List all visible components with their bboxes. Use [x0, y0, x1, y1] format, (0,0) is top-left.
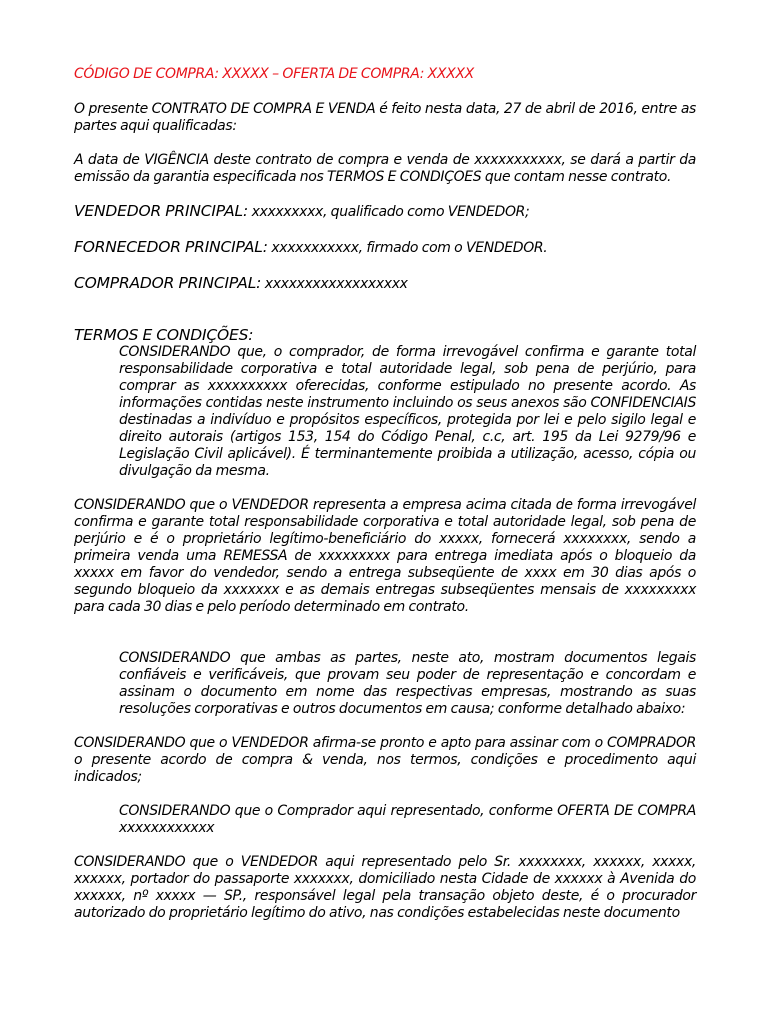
clause-5: CONSIDERANDO que o Comprador aqui representado, conforme OFERTA DE COMPRA xxxxxxxxxxxx	[119, 803, 696, 836]
party-seller	[74, 203, 696, 221]
clause-1: CONSIDERANDO que, o comprador, de forma irrevogável confirma e garante total responsabilidade corporativa e total autoridade legal, sob pena de perjúrio, para comprar as xxxxxxxxxx oferecidas, conforme estipulado no presente acordo. As informações contidas neste instrumento incluindo os seus anexos são CONFIDENCIAIS destinadas a indivíduo e propósitos específicos, protegida por lei e pelo sigilo legal e direito autorais (artigos 153, 154 do Código Penal, c.c, art. 195 da Lei 9279/96 e Legislação Civil aplicável). É terminantemente proibida a utilização, acesso, cópia ou divulgação da mesma.	[119, 344, 696, 479]
clause-4: CONSIDERANDO que o VENDEDOR afirma-se pronto e apto para assinar com o COMPRADOR o presente acordo de compra & venda, nos termos, condições e procedimento aqui indicados;	[74, 735, 696, 785]
party-supplier	[74, 239, 696, 257]
clause-3: CONSIDERANDO que ambas as partes, neste ato, mostram documentos legais confiáveis e verificáveis, que provam seu poder de representação e concordam e assinam o documento em nome das respectivas empresas, mostrando as suas resoluções corporativas e outros documentos em causa; conforme detalhado abaixo:	[119, 650, 696, 717]
clause-6: CONSIDERANDO que o VENDEDOR aqui representado pelo Sr. xxxxxxxx, xxxxxx, xxxxx, xxxxxx, portador do passaporte xxxxxxx, domiciliado nesta Cidade de xxxxxx à Avenida do xxxxxx, nº xxxxx — SP., responsável legal pela transação objeto deste, é o procurador autorizado do proprietário legítimo do ativo, nas condições estabelecidas neste documento	[74, 854, 696, 921]
party-buyer	[74, 275, 696, 293]
intro-paragraph: O presente CONTRATO DE COMPRA E VENDA é feito nesta data, 27 de abril de 2016, entre as partes aqui qualificadas:	[74, 101, 696, 134]
party-buyer-label: COMPRADOR PRINCIPAL:	[74, 274, 262, 292]
party-supplier-label: FORNECEDOR PRINCIPAL:	[74, 238, 268, 256]
purchase-code-line: CÓDIGO DE COMPRA: XXXXX – OFERTA DE COMPRA: XXXXX	[74, 66, 474, 82]
clause-2: CONSIDERANDO que o VENDEDOR representa a empresa acima citada de forma irrevogável confirma e garante total responsabilidade corporativa e total autoridade legal, sob pena de perjúrio e é o proprietário legítimo-beneficiário do xxxxx, fornecerá xxxxxxxx, sendo a primeira venda uma REMESSA de xxxxxxxxx para entrega imediata após o bloqueio da xxxxx em favor do vendedor, sendo a entrega subseqüente de xxxx em 30 dias após o segundo bloqueio da xxxxxxx e as demais entregas subseqüentes mensais de xxxxxxxxx para cada 30 dias e pelo período determinado em contrato.	[74, 497, 696, 615]
party-buyer-text: xxxxxxxxxxxxxxxxxx	[261, 276, 408, 292]
party-seller-label: VENDEDOR PRINCIPAL:	[74, 202, 248, 220]
contract-document	[74, 66, 696, 922]
vigencia-paragraph: A data de VIGÊNCIA deste contrato de compra e venda de xxxxxxxxxxx, se dará a partir da emissão da garantia especificada nos TERMOS E CONDIÇOES que contam nesse contrato.	[74, 152, 696, 185]
party-supplier-text: xxxxxxxxxxx, firmado com o VENDEDOR.	[267, 240, 548, 256]
terms-heading: TERMOS E CONDIÇÕES:	[74, 326, 254, 344]
party-seller-text: xxxxxxxxx, qualificado como VENDEDOR;	[247, 204, 530, 220]
